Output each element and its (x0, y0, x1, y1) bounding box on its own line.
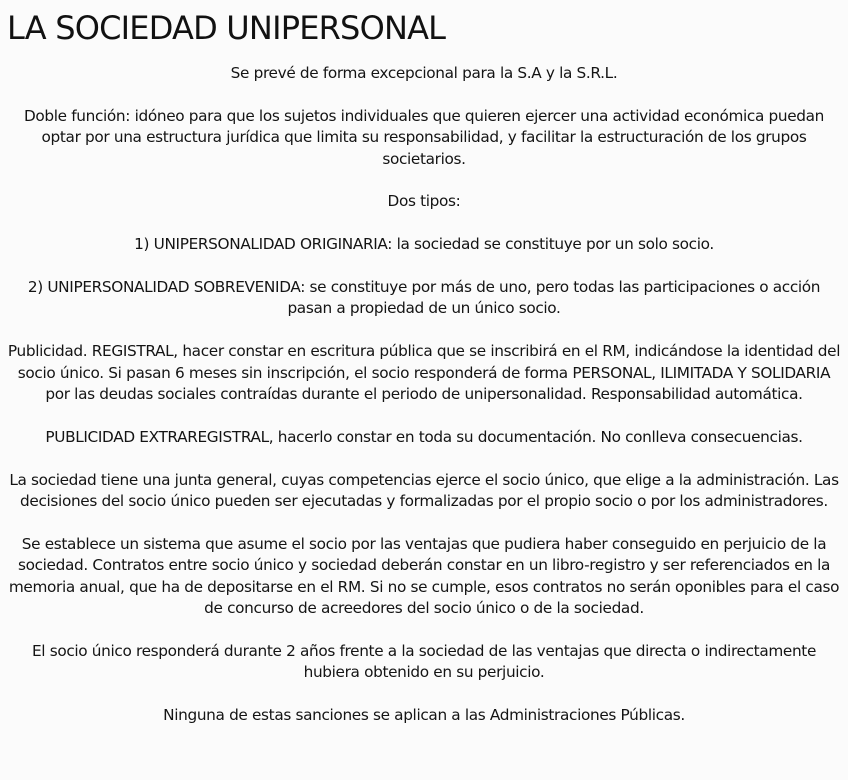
paragraph-type-original: 1) UNIPERSONALIDAD ORIGINARIA: la sociedad se constituye por un solo socio. (134, 235, 714, 254)
paragraph-scope: Se prevé de forma excepcional para la S.A y la S.R.L. (230, 64, 618, 82)
paragraph-public-administrations: Ninguna de estas sanciones se aplican a las Administraciones Públicas. (163, 706, 685, 725)
paragraph-types-heading: Dos tipos: (387, 192, 461, 211)
paragraph-contracts-system: Se establece un sistema que asume el socio por las ventajas que pudiera haber conseguido en perjuicio de la sociedad. Contratos entre socio único y sociedad deberán constar en un libro-registro y ser referenciados en la memoria anual, que ha de depositarse en el RM. Si no se cumple, esos contratos no serán oponibles para el caso de concurso de acreedores del socio único o de la sociedad. (8, 534, 840, 618)
page-title: LA SOCIEDAD UNIPERSONAL (7, 9, 446, 47)
document-body (4, 63, 844, 748)
paragraph-registry-publicity: Publicidad. REGISTRAL, hacer constar en escritura pública que se inscribirá en el RM, indicándose la identidad del socio único. Si pasan 6 meses sin inscripción, el socio responderá de forma PERSONAL, ILIMITADA Y SOLIDARIA por las deudas sociales contraídas durante el periodo de unipersonalidad. Responsabilidad automática. (7, 342, 841, 404)
paragraph-general-meeting: La sociedad tiene una junta general, cuyas competencias ejerce el socio único, que elige a la administración. Las decisiones del socio único pueden ser ejecutadas y formalizadas por el propio socio o por los administradores. (9, 470, 839, 511)
paragraph-type-supervening: 2) UNIPERSONALIDAD SOBREVENIDA: se constituye por más de uno, pero todas las participaciones o acción pasan a propiedad de un único socio. (27, 278, 821, 318)
paragraph-double-function: Doble función: idóneo para que los sujetos individuales que quieren ejercer una actividad económica puedan optar por una estructura jurídica que limita su responsabilidad, y facilitar la estructuración de los grupos societarios. (23, 106, 825, 168)
paragraph-liability-period: El socio único responderá durante 2 años frente a la sociedad de las ventajas que directa o indirectamente hubiera obtenido en su perjuicio. (31, 641, 817, 682)
paragraph-extraregistry-publicity: PUBLICIDAD EXTRAREGISTRAL, hacerlo constar en toda su documentación. No conlleva consecuencias. (45, 427, 803, 446)
